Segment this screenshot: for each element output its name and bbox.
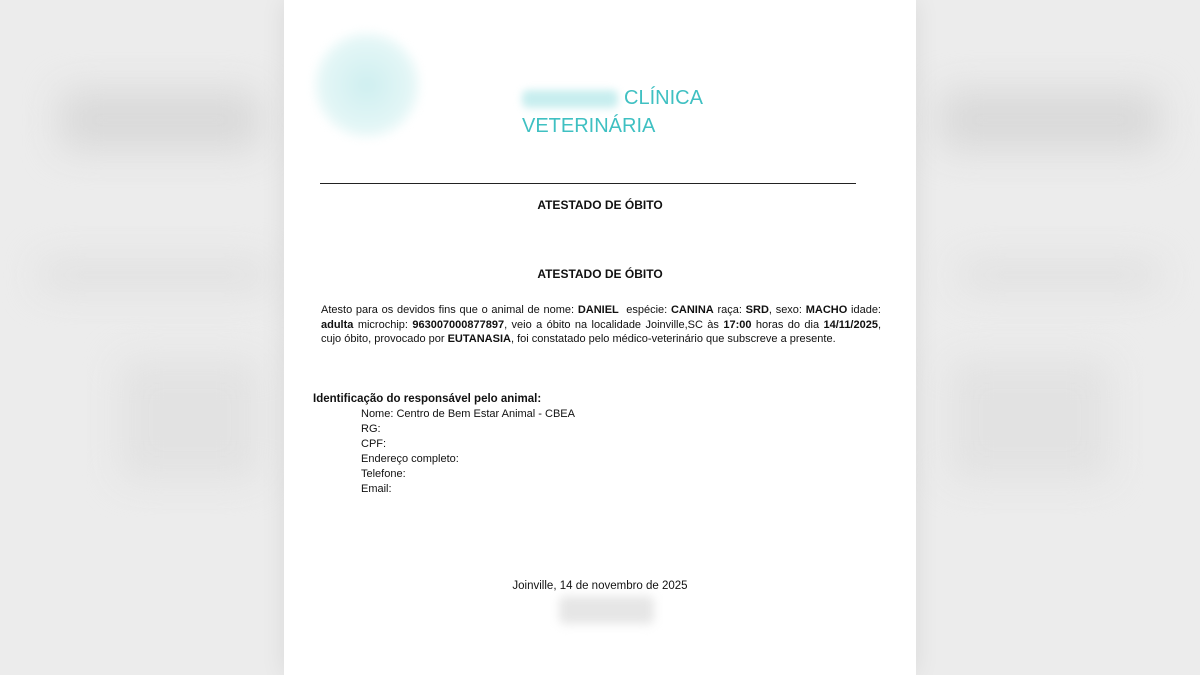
blur-patch — [960, 260, 1160, 290]
cause-text: , cujo óbito, provocado por — [321, 318, 882, 345]
closing-text: , foi constatado pelo médico-veterinário que subscreve a presente. — [510, 333, 836, 345]
death-date: 14/11/2025 — [823, 318, 878, 331]
field-endereco: Endereço completo: — [361, 453, 459, 465]
field-cpf: CPF: — [361, 438, 387, 450]
animal-name: DANIEL — [577, 304, 619, 316]
blur-patch — [40, 260, 270, 290]
clinic-logo-redacted — [312, 30, 422, 140]
responsible-fields — [361, 407, 575, 497]
clinic-name — [522, 84, 703, 140]
field-nome: Nome: Centro de Bem Estar Animal - CBEA — [361, 408, 575, 420]
sex-label: , sexo: — [768, 304, 802, 316]
blur-patch — [950, 360, 1110, 480]
blur-patch — [60, 90, 260, 150]
field-email: Email: — [361, 483, 392, 495]
redacted-clinic-name — [522, 90, 618, 108]
clinic-line-1: CLÍNICA — [624, 87, 703, 109]
blur-patch — [120, 360, 260, 480]
document-subtitle: ATESTADO DE ÓBITO — [537, 267, 663, 281]
document-title: ATESTADO DE ÓBITO — [537, 198, 663, 212]
microchip-label: microchip: — [357, 318, 408, 331]
animal-breed: SRD — [745, 304, 769, 316]
intro-text: Atesto para os devidos fins que o animal de nome: — [321, 304, 575, 316]
field-telefone: Telefone: — [361, 468, 406, 480]
day-text: horas do dia — [755, 318, 820, 331]
death-cause: EUTANASIA — [447, 333, 511, 345]
place-and-date: Joinville, 14 de novembro de 2025 — [512, 580, 688, 592]
breed-label: raça: — [717, 304, 742, 316]
blur-patch — [940, 90, 1160, 150]
species-label: espécie: — [626, 304, 668, 316]
clinic-line-2: VETERINÁRIA — [522, 115, 656, 137]
animal-sex: MACHO — [805, 304, 848, 316]
age-label: idade: — [851, 304, 881, 316]
responsible-heading: Identificação do responsável pelo animal: — [313, 393, 542, 405]
field-rg: RG: — [361, 423, 381, 435]
microchip-number: 963007000877897 — [412, 318, 505, 331]
header-divider — [320, 183, 856, 184]
death-time: 17:00 — [723, 318, 752, 331]
animal-age: adulta — [321, 318, 354, 331]
animal-species: CANINA — [670, 304, 714, 316]
certificate-text — [321, 303, 881, 347]
signature-redacted — [559, 596, 654, 624]
location-text: , veio a óbito na localidade Joinville,SC às — [504, 318, 719, 331]
document-page — [284, 0, 916, 675]
